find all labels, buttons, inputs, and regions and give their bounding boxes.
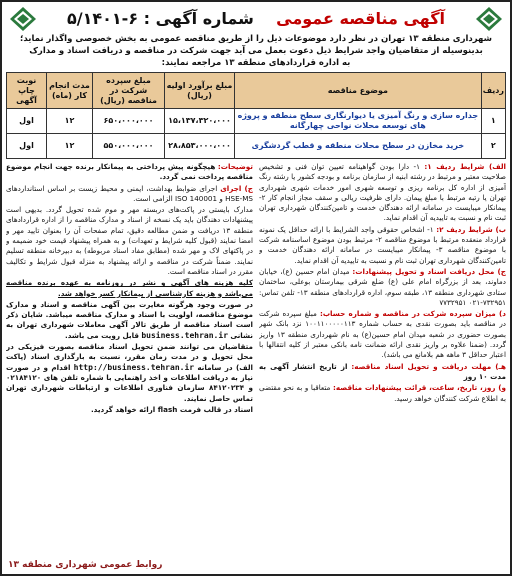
cond-a-text: ۱- دارا بودن گواهینامه تعیین توان فنی و تشخیص صلاحیت معتبر و مرتبط در رشته ابنیه از سازمان برنامه و بودجه کشور یا رشته رنگ آمیزی از اداره کل برنامه ریزی و توسعه شهری امور خدمات شهری شهرداری تهران یا رتبه مرتبط با مبلغ پیمان. دارای ظرفیت ریالی و سقف مجاز انجام کار ۲- پیمانکار میبایست در سامانه ارائه دهندگان خدمت و تامین‌کنندگان شهرداری تهران ثبت نام و نسبت به تاییدیه آن اقدام نماید. (259, 162, 506, 223)
cond-d-text: مبلغ سپرده شرکت در مناقصه باید بصورت نقدی به حساب شماره ۱۰۰۱۱۰۰۰۰۰۱۱۳ نزد بانک شهر بصورت حضوری در شعبه میدان امام حسین(ع) به نام شهرداری منطقه ۱۳ واریز گردد. (ضمنا علاوه بر واریز نقدی ارائه ضمانت نامه بانکی معتبر از کلیه انتقالها با اعتبار حداقل ۳ ماهه هم بلامانع می باشد). (259, 309, 506, 360)
intro-line2: بدینوسیله از متقاضیان واجد شرایط ذیل دعوت بعمل می آید جهت شرکت در مناقصه و دریافت اسناد و مدارک (29, 46, 483, 56)
footer-signature: روابط عمومی شهرداری منطقه ۱۳ (8, 560, 163, 570)
cell-duration: ۱۲ (47, 109, 93, 134)
note-4: کلیه هزینه های آگهی و نشر در روزنامه به عهده برنده مناقصه می‌باشد و هزینه کارشناسی از پیمانکار کسر خواهد شد. (6, 278, 253, 298)
col-turn: نوبت چاپ آگهی (7, 73, 47, 109)
tender-items-table (6, 72, 506, 159)
notice-title (67, 9, 445, 28)
cell-estimate: ۱۵،۱۳۷،۳۲۰،۰۰۰ (165, 109, 235, 134)
cell-subject: جداره سازی و رنگ آمیزی یا دیوارنگاری سطح منطقه و پروژه های توسعه محلات نواحی چهارگانه (235, 109, 482, 134)
note-1: هیچگونه پیش پرداختی به پیمانکار برنده جهت انجام موضوع مناقصه پرداخت نمی گردد. (6, 162, 253, 182)
cond-c-text: میدان امام حسین (ع)، خیابان دماوند، بعد از بزرگراه امام علی (ع) ضلع شرقی بیمارستان بوعلی، ساختمان ستادی شهرداری منطقه ۱۳، طبقه سوم، اداره قراردادهای منطقه ۱۳- تلفن تماس: ۷۳۲۹۵۱-۰۲۱ ۷۷۳۲۹۵۱ (259, 266, 506, 307)
title-word2: مناقصه عمومی (276, 8, 398, 28)
note-2: اجرای ضوابط بهداشت، ایمنی و محیط زیست بر اساس استانداردهای HSE-MS و ISO 140001 الزامی است. (6, 183, 253, 203)
cond-e-text: از تاریخ انتشار آگهی به مدت ۱۰ روز (259, 361, 506, 381)
table-row (7, 109, 506, 134)
cell-deposit: ۵۵۰،۰۰۰،۰۰۰ (93, 134, 165, 159)
cond-f-heading: و) روز، تاریخ، ساعت، قرائت پیشنهادات مناقصه: (333, 383, 506, 393)
cell-row: ۱ (481, 109, 505, 134)
conditions-right-column (259, 162, 506, 490)
intro-line1: شهرداری منطقه ۱۳ تهران در نظر دارد موضوعات ذیل را از طریق مناقصه عمومی به بخش خصوصی واگذار نماید؛ (19, 34, 493, 44)
col-deposit: مبلغ سپرده شرکت در مناقصه (ریال) (93, 73, 165, 109)
cell-subject: خرید مخازن در سطح محلات منطقه و قطب گردشگری (235, 134, 482, 159)
cond-d-heading: د) میزان سپرده شرکت در مناقصه و شماره حساب: (319, 309, 506, 319)
col-row: ردیف (481, 73, 505, 109)
col-subject: موضوع مناقصه (235, 73, 482, 109)
cond-a-heading: الف) شرایط ردیف ۱: (424, 162, 506, 171)
header (6, 5, 506, 31)
cond-f-text: متعاقبا و به نحو مقتضی به اطلاع شرکت کنندگان خواهد رسید. (259, 383, 506, 403)
note-5: در صورت وجود هرگونه مغایرت بین آگهی مناقصه و اسناد و مدارک موضوع مناقصه، اولویت با اسناد و مدارک مناقصه میباشد. شایان ذکر است اسناد مناقصه از طریق تالار آگهی معاملات شهرداری تهران به نشانی (6, 299, 253, 340)
title-word1: آگهی (403, 8, 446, 28)
cell-duration: ۱۲ (47, 134, 93, 159)
note-6b: اقدام و در صورت نیاز به دریافت اطلاعات و اخذ راهنمایی با شماره تلفن های ۰۲۱۸۴۱۲۰ و ۸۴۱۲۰۲۳۴ سازمان فناوری اطلاعات و ارتباطات شهرداری تهران تماس حاصل نمایند. (6, 362, 253, 403)
cond-c-heading: ج) محل دریافت اسناد و تحویل پیشنهادات: (352, 266, 506, 276)
tehran-municipality-logo-icon (474, 6, 504, 32)
table-header-row (7, 73, 506, 109)
col-duration: مدت انجام کار (ماه) (47, 73, 93, 109)
note-2-heading: ج) اجرای (220, 183, 253, 193)
cond-b-heading: ب) شرایط ردیف ۲: (436, 224, 506, 234)
cell-turn: اول (7, 134, 47, 159)
conditions-columns (6, 162, 506, 490)
business-url-link[interactable]: http://business.tehran.ir (73, 362, 195, 372)
col-estimate: مبلغ برآورد اولیه (ریال) (165, 73, 235, 109)
conditions-left-column (6, 162, 253, 490)
table-row (7, 134, 506, 159)
note-5b: قابل رویت می باشد. (65, 330, 140, 340)
business-site-link[interactable]: business.tehran.ir (141, 330, 229, 340)
intro-text (6, 33, 506, 69)
note-7: اسناد در قالب فرمت flash ارائه خواهد گردید. (90, 404, 253, 414)
cell-row: ۲ (481, 134, 505, 159)
note-6: متقاضیان می توانند ضمن تحویل اسناد مناقصه بصورت فیزیکی در محل تحویل و در مدت زمان مقرر، نسبت به بارگذاری اسناد (پاکت الف) در سامانه (6, 342, 253, 372)
notice-number: ۶-۵/۱۴۰۱ (67, 8, 139, 28)
note-3: مدارک بایستی در پاکت‌های دربسته مهر و موم شده تحویل گردد. بدیهی است پیشنهادات دهندگان باید یک نسخه از اسناد و مدارک مناقصه را از اداره قراردادهای منطقه ۱۳ دریافت و ضمن مطالعه دقیق، تمام صفحات آن را بعنوان تایید مهر و امضا نمایند (قبول کلیه شرایط و تعهدات) و به همراه پیشنهاد قیمت خود ضمیمه و در پاکتهای لاک و مهر شده (مطابق مفاد اسناد مربوطه) به دبیرخانه منطقه تسلیم نمایند. ضمناً شرکت در مناقصه و ارائه پیشنهاد به منزله قبول شرایط و تکالیف مقرر در اسناد مناقصه است. (6, 205, 253, 276)
intro-line3: به اداره قراردادهای منطقه ۱۳ مراجعه نمایند: (161, 58, 351, 68)
cell-turn: اول (7, 109, 47, 134)
cell-estimate: ۲۸،۸۵۳،۰۰۰،۰۰۰ (165, 134, 235, 159)
cell-deposit: ۶۵۰،۰۰۰،۰۰۰ (93, 109, 165, 134)
notice-number-label: شماره آگهی : (143, 8, 254, 28)
tehran-municipality-logo-left-icon (8, 6, 38, 32)
notes-heading: توضیحات: (217, 162, 253, 171)
cond-b-text: ۱- اشخاص حقوقی واجد الشرایط با ارائه حداقل یک نمونه قرارداد منعقده مرتبط با موضوع مناقصه ۲- مرتبط بودن موضوع اساسنامه شرکت با موضوع مناقصه ۳- پیمانکار میبایست در سامانه ارائه دهندگان خدمت و تامین‌کنندگان شهرداری تهران ثبت نام و نسبت به تاییدیه آن اقدام نماید. (259, 224, 506, 265)
cond-e-heading: هـ) مهلت دریافت و تحویل اسناد مناقصه: (351, 361, 506, 371)
